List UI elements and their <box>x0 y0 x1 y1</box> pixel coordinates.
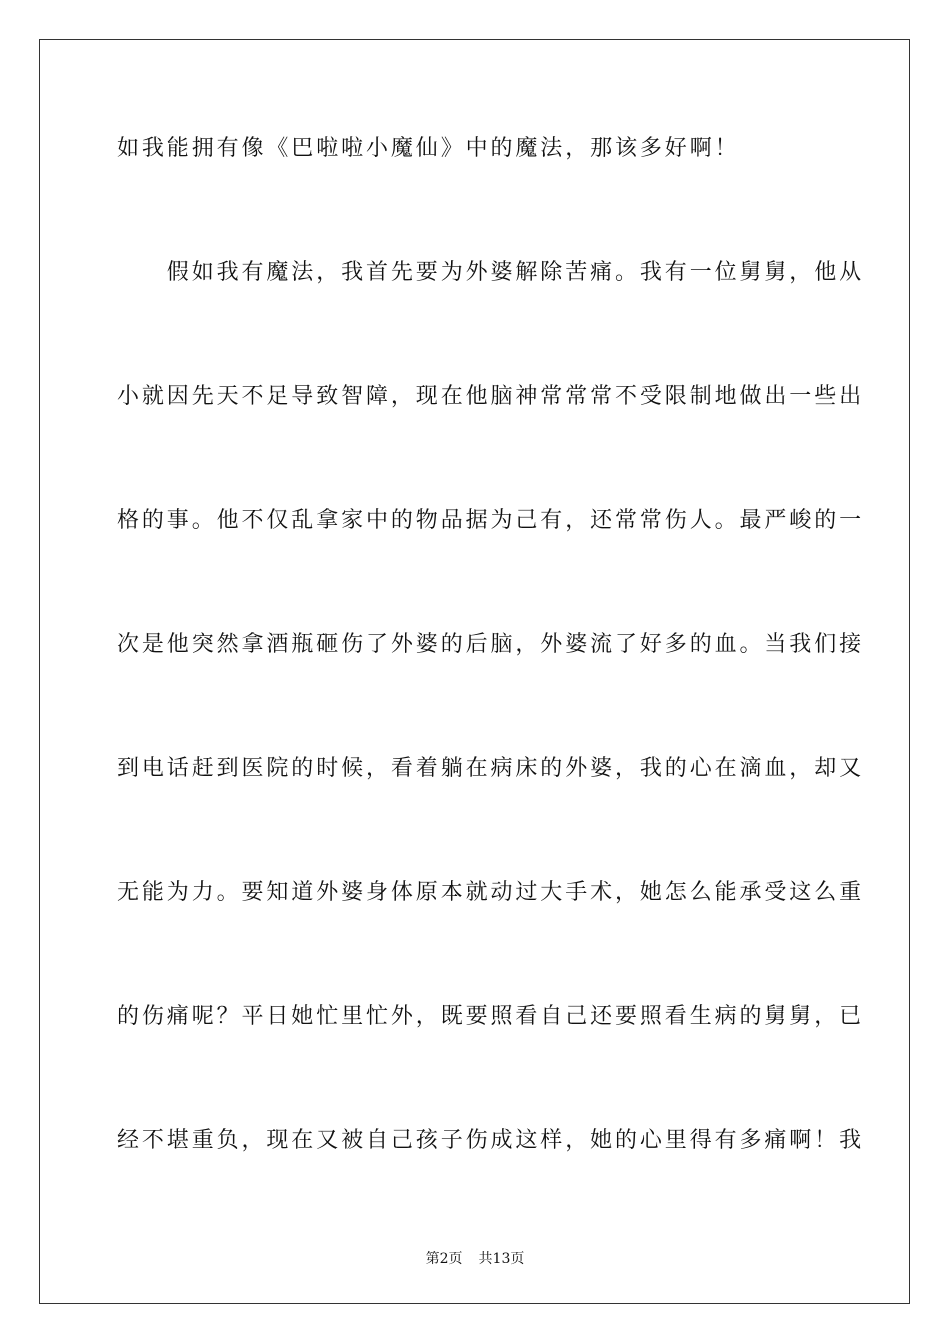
paragraph-line-1: 如我能拥有像《巴啦啦小魔仙》中的魔法，那该多好啊！ <box>117 136 740 161</box>
paragraph-line-6: 到电话赶到医院的时候，看着躺在病床的外婆，我的心在滴血，却又 <box>117 756 865 781</box>
paragraph-line-2: 假如我有魔法，我首先要为外婆解除苦痛。我有一位舅舅，他从 <box>117 260 865 285</box>
paragraph-line-8: 的伤痛呢？平日她忙里忙外，既要照看自己还要照看生病的舅舅，已 <box>117 1004 865 1029</box>
paragraph-line-9: 经不堪重负，现在又被自己孩子伤成这样，她的心里得有多痛啊！我 <box>117 1128 865 1153</box>
page-footer <box>0 1250 950 1268</box>
paragraph-line-5: 次是他突然拿酒瓶砸伤了外婆的后脑，外婆流了好多的血。当我们接 <box>117 632 865 657</box>
paragraph-line-3: 小就因先天不足导致智障，现在他脑神常常常不受限制地做出一些出 <box>117 384 865 409</box>
page-total: 共13页 <box>478 1251 525 1267</box>
page-frame <box>39 39 910 1304</box>
page-number: 第2页 <box>425 1251 463 1267</box>
paragraph-line-7: 无能为力。要知道外婆身体原本就动过大手术，她怎么能承受这么重 <box>117 880 865 905</box>
paragraph-line-4: 格的事。他不仅乱拿家中的物品据为己有，还常常伤人。最严峻的一 <box>117 508 865 533</box>
